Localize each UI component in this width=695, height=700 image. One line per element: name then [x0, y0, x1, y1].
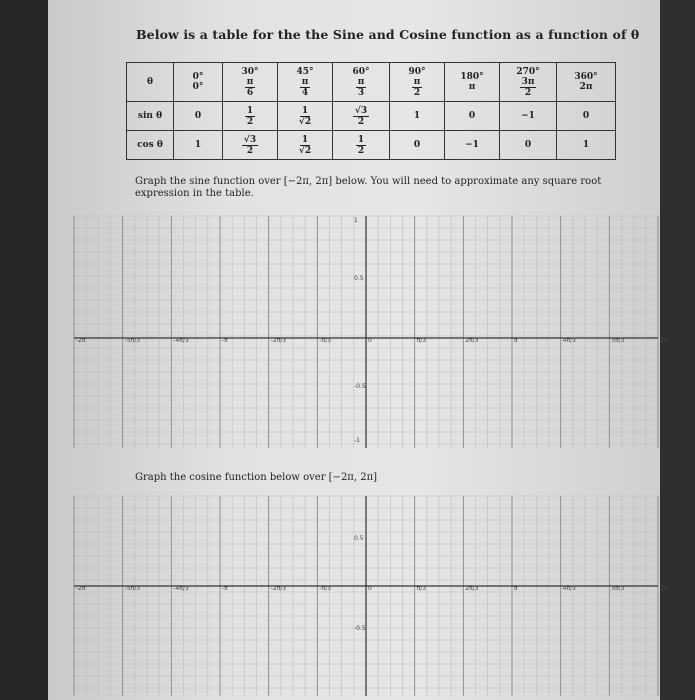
col-header: 90° $\frac{\pi}{2}$ [390, 63, 445, 102]
cos-label: cos θ [127, 131, 174, 160]
y-tick-label: -0.5 [354, 383, 366, 390]
sine-graph-grid[interactable] [66, 212, 666, 452]
x-tick-label: 2π/3 [465, 337, 479, 344]
col-header: 60° $\frac{\pi}{3}$ [333, 63, 390, 102]
col-header: 270° $\frac{3\pi}{2}$ [500, 63, 557, 102]
sin-value: −1 [500, 102, 557, 131]
trig-values-table [126, 62, 616, 160]
x-tick-label: π [514, 585, 518, 592]
theta-header: θ [127, 63, 174, 102]
cos-value: 1 [557, 131, 616, 160]
sin-value: 0 [557, 102, 616, 131]
col-header: 30° $\frac{\pi}{6}$ [223, 63, 278, 102]
sin-row [127, 102, 616, 131]
x-tick-label: π/3 [416, 585, 427, 592]
col-header: 45° $\frac{\pi}{4}$ [278, 63, 333, 102]
cos-value: √3 2 [223, 131, 278, 160]
x-tick-label: -4π/3 [173, 585, 189, 592]
x-tick-label: 2π [660, 337, 668, 344]
x-tick-label: -5π/3 [124, 337, 141, 344]
x-tick-label: -2π [76, 337, 86, 344]
cosine-instructions: Graph the cosine function below over [−2π, 2π] [135, 472, 378, 483]
y-tick-label: 0.5 [354, 275, 364, 282]
x-tick-label: -π [222, 585, 228, 592]
x-tick-label: -2π [76, 585, 86, 592]
x-tick-label: -4π/3 [173, 337, 189, 344]
x-tick-label: 5π/3 [611, 585, 625, 592]
x-tick-label: -π/3 [319, 337, 331, 344]
cos-value: 0 [390, 131, 445, 160]
y-tick-label: -1 [354, 437, 360, 444]
x-tick-label: -2π/3 [270, 337, 287, 344]
sin-value: 1 2 [223, 102, 278, 131]
x-tick-label: 0 [368, 337, 372, 344]
cos-value: −1 [445, 131, 500, 160]
cos-row [127, 131, 616, 160]
x-tick-label: 2π/3 [465, 585, 479, 592]
y-tick-label: 1 [354, 217, 358, 224]
x-tick-label: 2π [660, 585, 668, 592]
col-header: 180° π [445, 63, 500, 102]
x-tick-label: -5π/3 [124, 585, 141, 592]
cos-value: 1 √2 [278, 131, 333, 160]
col-header: 0° 0° [174, 63, 223, 102]
sin-label: sin θ [127, 102, 174, 131]
page-title: Below is a table for the the Sine and Cosine function as a function of θ [136, 27, 640, 42]
x-tick-label: 0 [368, 585, 372, 592]
sin-value: 1 √2 [278, 102, 333, 131]
sin-value: √3 2 [333, 102, 390, 131]
cosine-graph-grid[interactable] [66, 492, 666, 700]
sin-value: 0 [445, 102, 500, 131]
x-tick-label: -π [222, 337, 228, 344]
cos-value: 0 [500, 131, 557, 160]
x-tick-label: 4π/3 [562, 585, 576, 592]
table-header-row [127, 63, 616, 102]
col-header: 360° 2π [557, 63, 616, 102]
x-tick-label: 5π/3 [611, 337, 625, 344]
x-tick-label: -2π/3 [270, 585, 287, 592]
cos-value: 1 2 [333, 131, 390, 160]
x-tick-label: 4π/3 [562, 337, 576, 344]
y-tick-label: 0.5 [354, 535, 364, 542]
cos-value: 1 [174, 131, 223, 160]
sin-value: 0 [174, 102, 223, 131]
sine-instructions: Graph the sine function over [−2π, 2π] below. You will need to approximate any square root expression in the table. [135, 176, 602, 199]
y-tick-label: -0.5 [354, 625, 366, 632]
x-tick-label: π [514, 337, 518, 344]
x-tick-label: π/3 [416, 337, 427, 344]
x-tick-label: -π/3 [319, 585, 331, 592]
sin-value: 1 [390, 102, 445, 131]
background-left [0, 0, 48, 700]
